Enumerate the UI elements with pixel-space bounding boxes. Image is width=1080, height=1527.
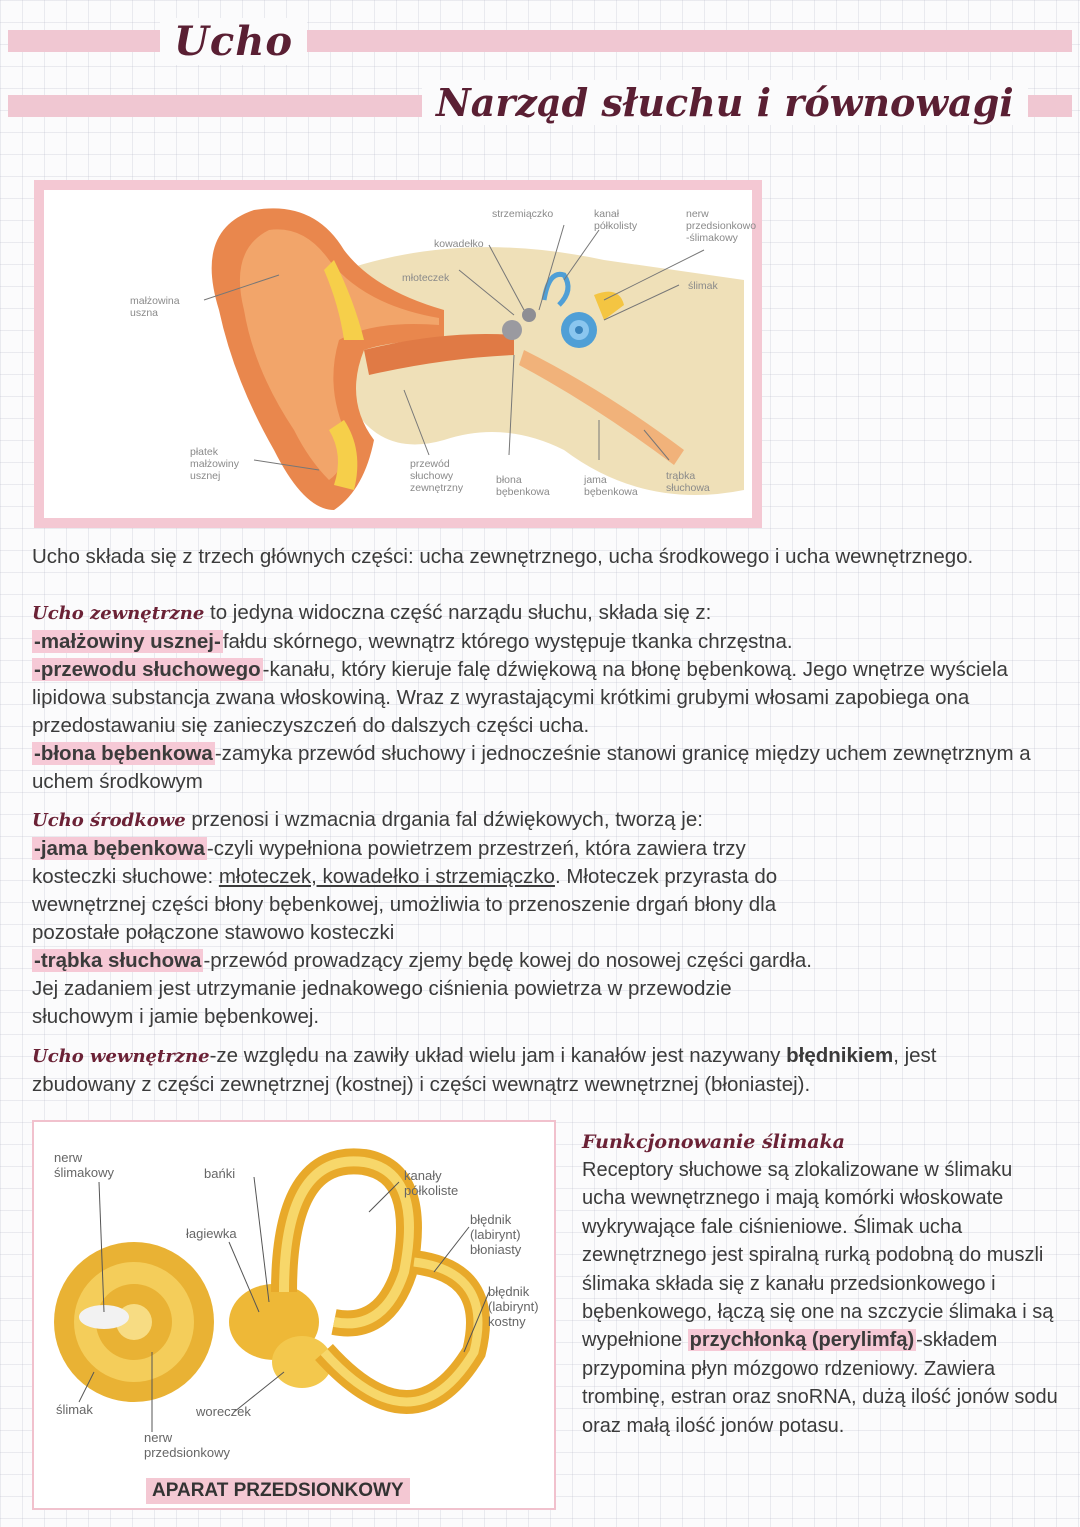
term-perylimfa: przychłonką (perylimfą) [689,1329,915,1352]
cochlea-text [582,1156,1060,1440]
cochlea-function-section [582,1128,1060,1440]
term-przewod: -przewodu słuchowego [34,658,261,681]
label-strzemiaczko: strzemiączko [492,208,554,220]
term-blona: -błona bębenkowa [34,742,213,765]
label-slimak-2: ślimak [56,1402,93,1417]
term-bladnik: błędnikiem [786,1044,894,1067]
inner-ear-desc-2: , jest zbudowany z części zewnętrznej (kostnej) i części wewnątrz wewnętrznej (błoniastej). [32,1044,937,1096]
label-platek: płatek małżowiny usznej [190,446,240,482]
label-blona: błona bębenkowa [496,474,550,498]
label-kanal: kanał półkolisty [594,208,638,232]
outer-ear-intro: to jedyna widoczna część narządu słuchu, składa się z: [204,601,712,624]
label-woreczek: woreczek [196,1404,251,1419]
desc-jama-1: -czyli wypełniona powietrzem przestrzeń, która zawiera trzy kosteczki słuchowe: [32,837,746,888]
desc-przewod: -kanału, który kieruje falę dźwiękową na błonę bębenkową. Jego wnętrze wyściela lipidowa substancja zwana włoskowiną. Wraz z wyrastającymi krótkimi grubymi włosami zapobiega ona przedostawaniu się zanieczyszczeń do dalszych części ucha. [32,658,1008,737]
label-bladnik-kostny: błędnik (labirynt) kostny [488,1284,539,1329]
label-nerw-przedsionkowy: nerw przedsionkowy [144,1430,230,1460]
label-slimak: ślimak [688,280,718,292]
page-title: Ucho [160,18,307,65]
desc-blona: -zamyka przewód słuchowy i jednocześnie stanowi granicę między uchem zewnętrznym a uchem środkowym [32,742,1031,793]
label-banki: bańki [204,1166,236,1181]
cochlea-text-2: -składem przypomina płyn mózgowo rdzeniowy. Zawiera trombinę, estran oraz snoRNA, dużą ilość jonów sodu oraz małą ilość jonów potasu. [582,1329,1058,1437]
intro-paragraph: Ucho składa się z trzech głównych części: ucha zewnętrznego, ucha środkowego i ucha wewnętrznego. [32,545,974,568]
term-jama: -jama bębenkowa [34,837,205,860]
inner-ear-desc-1: -ze względu na zawiły układ wielu jam i kanałów jest nazywany [209,1044,787,1067]
page-subtitle: Narząd słuchu i równowagi [422,80,1028,125]
label-mloteczek: młoteczek [402,272,450,284]
ear-illustration [44,190,752,518]
middle-ear-intro: przenosi i wzmacnia drgania fal dźwiękowych, tworzą je: [185,808,703,831]
ear-anatomy-figure [34,180,762,528]
label-kanaly: kanały półkoliste [404,1168,459,1198]
label-trabka: trąbka słuchowa [666,470,710,494]
label-lagiewka: łagiewka [186,1226,237,1241]
term-malzowina: -małżowiny usznej- [34,630,221,653]
label-nerw: nerw przedsionkowo -ślimakowy [686,208,757,244]
cochlea-heading: Funkcjonowanie ślimaka [582,1131,845,1153]
outer-ear-heading: Ucho zewnętrzne [32,603,205,624]
label-nerw-slimakowy: nerw ślimakowy [54,1150,114,1180]
inner-ear-section [32,1042,1042,1099]
desc-trabka: -przewód prowadzący zjemy będę kowej do nosowej części gardła. Jej zadaniem jest utrzymanie jednakowego ciśnienia powietrza w przewodzie słuchowym i jamie bębenkowej. [32,949,812,1028]
vestibular-caption: APARAT PRZEDSIONKOWY [146,1478,410,1504]
ossicles-list: młoteczek, kowadełko i strzemiączko [218,865,555,888]
label-przewod: przewód słuchowy zewnętrzny [410,458,464,494]
label-kowadelko: kowadełko [434,238,484,250]
middle-ear-section [32,806,812,1031]
vestibular-figure [32,1120,556,1510]
desc-malzowina: fałdu skórnego, wewnątrz którego występuje tkanka chrzęstna. [222,630,793,653]
term-trabka: -trąbka słuchowa [34,949,202,972]
desc-jama-2: . Młoteczek przyrasta do wewnętrznej części błony bębenkowej, umożliwia to przenoszenie drgań błony dla pozostałe połączone stawowo kosteczki [32,865,778,944]
outer-ear-section [32,599,1042,796]
label-bladnik-bloniasty: błędnik (labirynt) błoniasty [470,1212,522,1257]
middle-ear-heading: Ucho środkowe [32,810,186,831]
label-malzowina: małżowina uszna [130,295,180,319]
inner-ear-heading: Ucho wewnętrzne [32,1046,210,1067]
label-jama: jama bębenkowa [584,474,638,498]
cochlea-text-1: Receptory słuchowe są zlokalizowane w ślimaku ucha wewnętrznego i mają komórki włoskowate wykrywające fale ciśnieniowe. Ślimak ucha zewnętrznego jest spiralną rurką podobną do muszli ślimaka składa się z kanału przedsionkowego i bębenkowego, łączą się one na szczycie ślimaka i są wypełnione [582,1159,1054,1352]
